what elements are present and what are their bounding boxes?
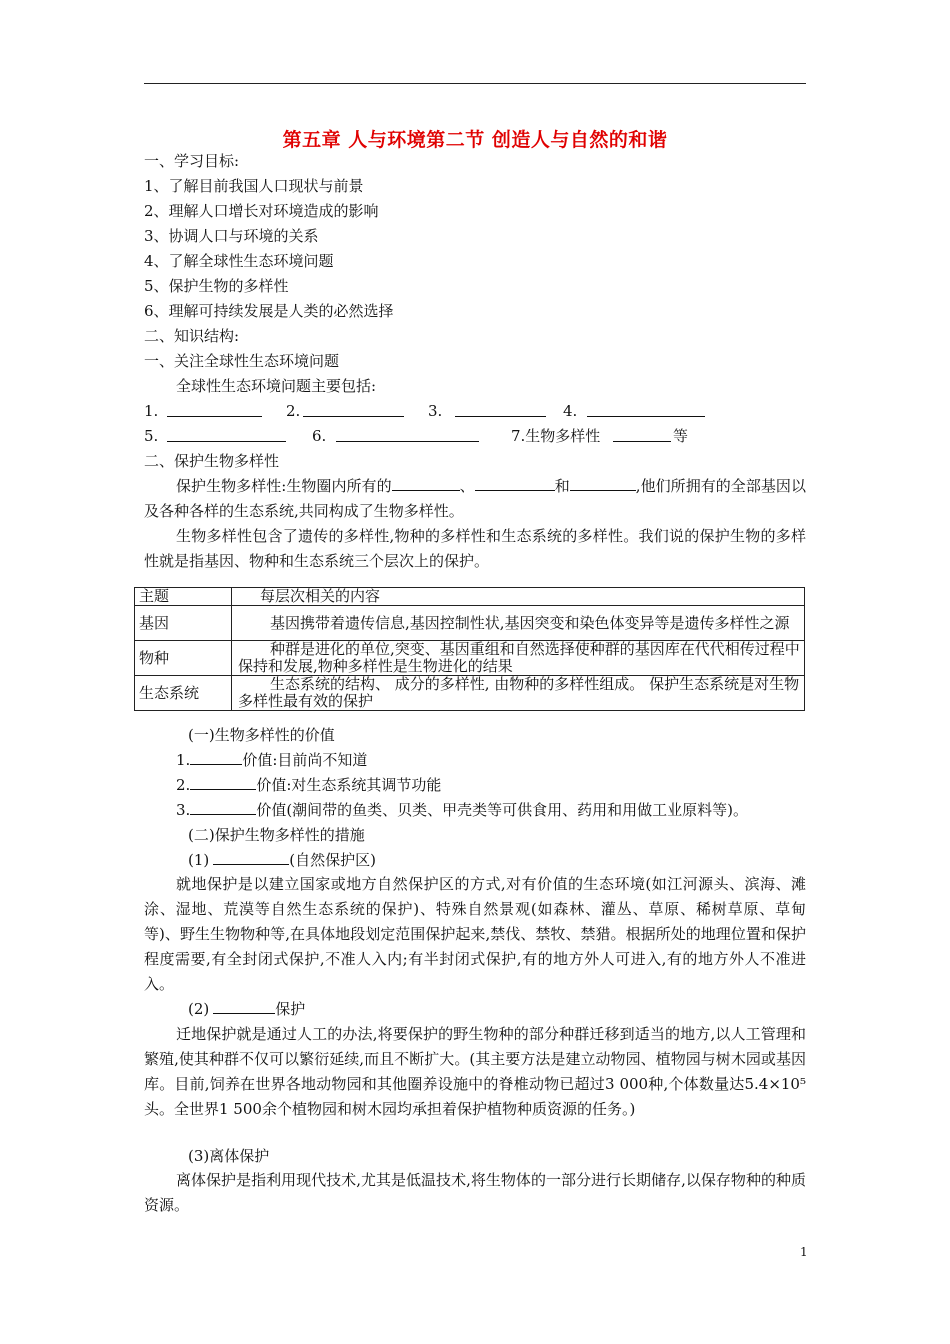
objectives-heading: 一、学习目标: bbox=[144, 152, 240, 170]
page-number: 1 bbox=[800, 1245, 808, 1259]
in-situ-paragraph: 就地保护是以建立国家或地方自然保护区的方式,对有价值的生态环境(如江河源头、滨海、滩涂、湿地、荒漠等自然生态系统的保护)、特殊自然景观(如森林、灌丛、草原、稀树草原、草甸等)、野生生物物种等,在具体地段划定范围保护起来,禁伐、禁牧、禁猎。根据所处的地理位置和保护程度需要,有全封闭式保护,不准人入内;有半封闭式保护,有的地方外人可进入,有的地方外人不准进入。 bbox=[144, 875, 806, 993]
table-cell-topic: 物种 bbox=[135, 641, 232, 676]
fill-blank-3 bbox=[455, 402, 546, 417]
fill-blank-measure-1 bbox=[213, 850, 289, 865]
measures-heading: (二)保护生物多样性的措施 bbox=[188, 826, 365, 844]
fill-blank-7 bbox=[613, 427, 671, 442]
fill-blank-organisms-2 bbox=[475, 476, 555, 491]
header-rule bbox=[144, 83, 806, 84]
measure-2-label: (2) 保护 bbox=[188, 1000, 306, 1018]
section2-heading: 二、保护生物多样性 bbox=[144, 452, 280, 470]
table-header-content: 每层次相关的内容 bbox=[232, 588, 805, 606]
fill-blank-2 bbox=[303, 402, 404, 417]
table-cell-topic: 基因 bbox=[135, 606, 232, 641]
table-cell-content: 基因携带着遗传信息,基因控制性状,基因突变和染色体变异等是遗传多样性之源 bbox=[232, 606, 805, 641]
fill-blank-5 bbox=[167, 427, 286, 442]
value-1: 1. 价值:目前尚不知道 bbox=[176, 751, 368, 769]
page-title: 第五章 人与环境第二节 创造人与自然的和谐 bbox=[282, 129, 668, 151]
item-4-number: 4. bbox=[563, 402, 578, 420]
measure-3-label: (3)离体保护 bbox=[188, 1147, 270, 1165]
measure-1-label: (1) (自然保护区) bbox=[188, 851, 376, 869]
objective-item: 6、理解可持续发展是人类的必然选择 bbox=[144, 302, 394, 320]
table-cell-content: 生态系统的结构、 成分的多样性, 由物种的多样性组成。 保护生态系统是对生物多样性最有效的保护 bbox=[232, 676, 805, 711]
fill-blank-value-2 bbox=[190, 775, 256, 790]
section1-heading: 一、关注全球性生态环境问题 bbox=[144, 352, 340, 370]
structure-heading: 二、知识结构: bbox=[144, 327, 240, 345]
fill-blank-value-1 bbox=[190, 750, 242, 765]
item-6-number: 6. bbox=[312, 427, 327, 445]
biodiversity-definition: 保护生物多样性:生物圈内所有的 、 和 ,他们所拥有的全部基因以及各种各样的生态系统,共同构成了生物多样性。 bbox=[144, 477, 806, 520]
table-cell-topic: 生态系统 bbox=[135, 676, 232, 711]
item-5-number: 5. bbox=[144, 427, 159, 445]
objective-item: 4、了解全球性生态环境问题 bbox=[144, 252, 334, 270]
values-heading: (一)生物多样性的价值 bbox=[188, 726, 335, 744]
fill-blank-6 bbox=[336, 427, 479, 442]
fill-blank-value-3 bbox=[190, 800, 256, 815]
in-vitro-paragraph: 离体保护是指利用现代技术,尤其是低温技术,将生物体的一部分进行长期储存,以保存物种的种质资源。 bbox=[144, 1171, 806, 1214]
item-3-number: 3. bbox=[428, 402, 443, 420]
objective-item: 2、理解人口增长对环境造成的影响 bbox=[144, 202, 379, 220]
value-2: 2. 价值:对生态系统其调节功能 bbox=[176, 776, 442, 794]
table-header-topic: 主题 bbox=[135, 588, 232, 606]
ex-situ-paragraph: 迁地保护就是通过人工的办法,将要保护的野生物种的部分种群迁移到适当的地方,以人工管理和繁殖,使其种群不仅可以繁衍延续,而且不断扩大。(其主要方法是建立动物园、植物园与树木园或基因库。目前,饲养在世界各地动物园和其他圈养设施中的脊椎动物已超过3 000种,个体数量达5.4×10⁵头。全世界1 500余个植物园和树木园均承担着保护植物种质资源的任务。) bbox=[144, 1025, 806, 1118]
fill-blank-organisms-3 bbox=[570, 476, 636, 491]
fill-blank-4 bbox=[587, 402, 705, 417]
objective-item: 3、协调人口与环境的关系 bbox=[144, 227, 319, 245]
value-3: 3. 价值(潮间带的鱼类、贝类、甲壳类等可供食用、药用和用做工业原料等)。 bbox=[176, 801, 749, 819]
section1-intro: 全球性生态环境问题主要包括: bbox=[176, 377, 377, 395]
item-1-number: 1. bbox=[144, 402, 159, 420]
biodiversity-levels-table bbox=[134, 587, 805, 711]
fill-blank-1 bbox=[167, 402, 262, 417]
item-2-number: 2. bbox=[286, 402, 301, 420]
objective-item: 5、保护生物的多样性 bbox=[144, 277, 289, 295]
objective-item: 1、了解目前我国人口现状与前景 bbox=[144, 177, 364, 195]
item-7-label: 7.生物多样性 bbox=[511, 427, 601, 445]
biodiversity-levels-paragraph: 生物多样性包含了遗传的多样性,物种的多样性和生态系统的多样性。我们说的保护生物的多样性就是指基因、物种和生态系统三个层次上的保护。 bbox=[144, 527, 806, 570]
item-7-tail: 等 bbox=[673, 427, 689, 445]
fill-blank-measure-2 bbox=[213, 999, 275, 1014]
fill-blank-organisms-1 bbox=[392, 476, 460, 491]
table-cell-content: 种群是进化的单位,突变、基因重组和自然选择使种群的基因库在代代相传过程中保持和发展,物种多样性是生物进化的结果 bbox=[232, 641, 805, 676]
